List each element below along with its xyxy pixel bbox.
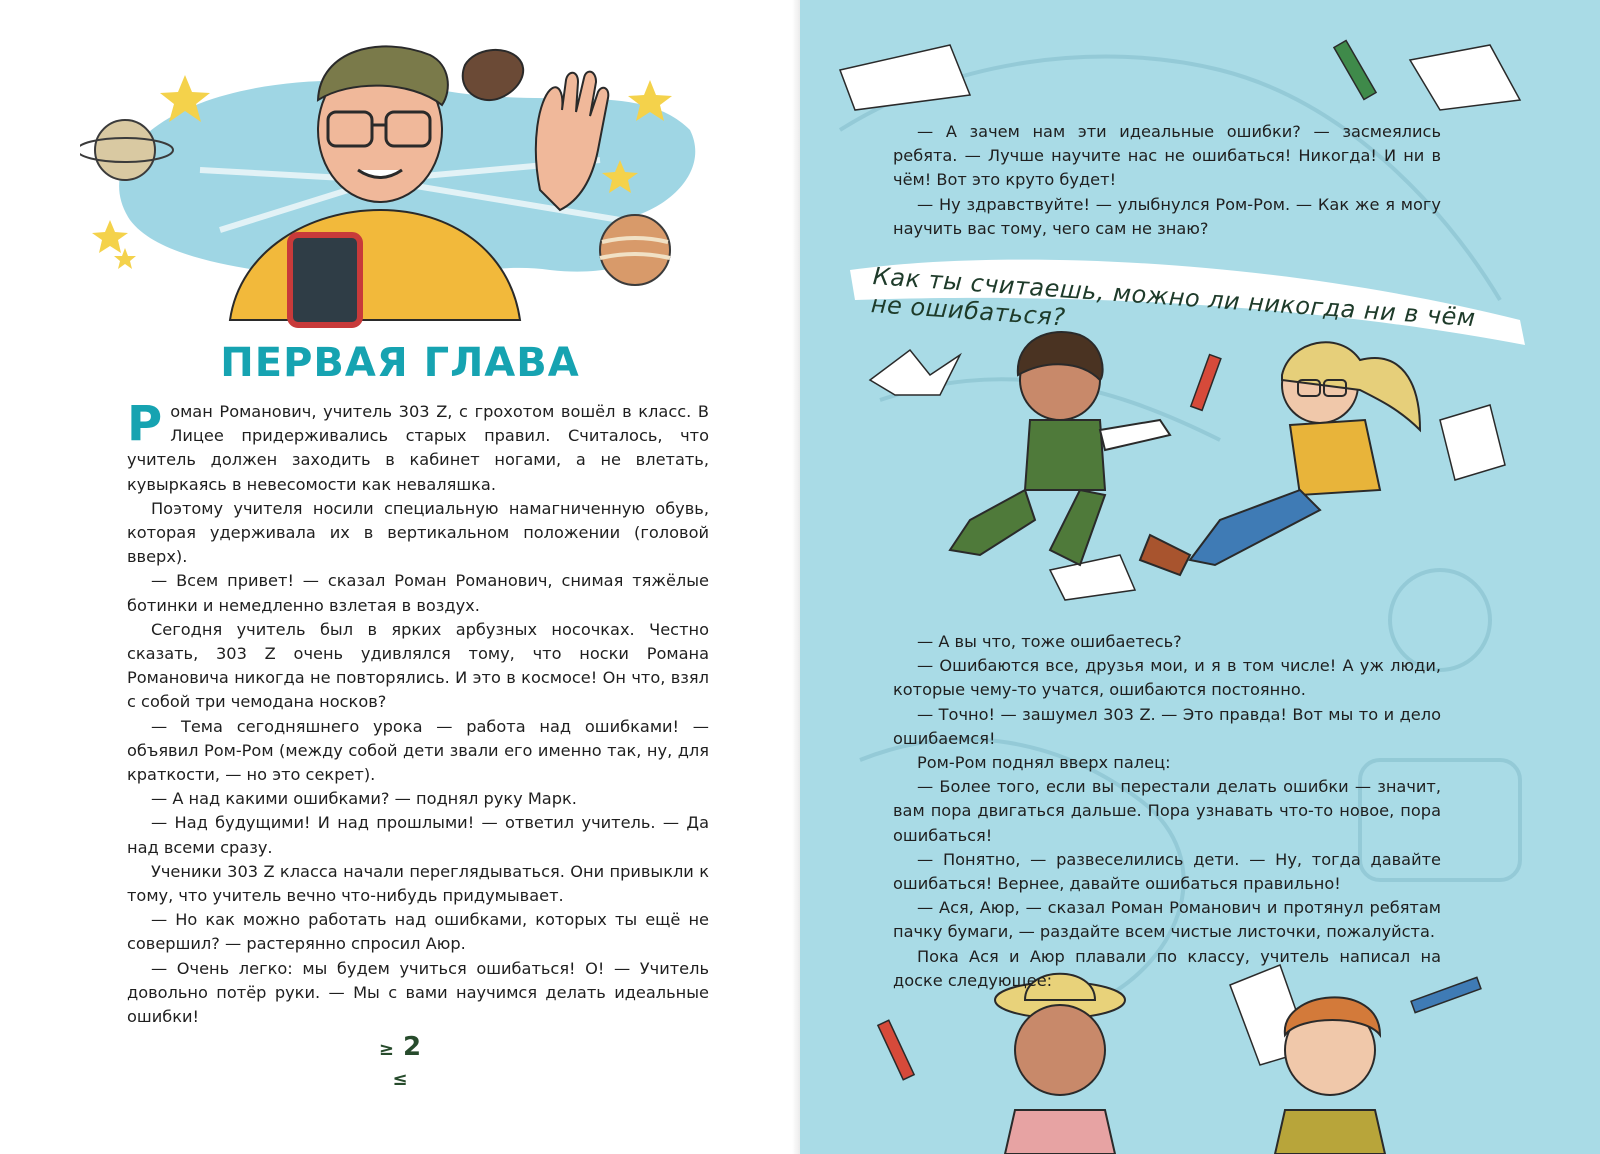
page-number-left-ornament: ≥ (378, 1039, 394, 1060)
paragraph: — Ну здравствуйте! — улыбнулся Ром-Ром. — Как же я могу научить вас тому, чего сам не знаю? (893, 194, 1441, 238)
drop-cap: Р (127, 396, 163, 452)
paragraph: — А над какими ошибками? — поднял руку Марк. (151, 789, 577, 809)
pencil-icon (1334, 41, 1376, 100)
chapter-title: ПЕРВАЯ ГЛАВА (220, 340, 580, 386)
paragraph: Ром-Ром поднял вверх палец: (917, 753, 1171, 773)
paragraph: — Над будущими! И над прошлыми! — ответил учитель. — Да над всеми сразу. (127, 813, 709, 857)
left-page-text (127, 396, 709, 1029)
paragraph: — Понятно, — развеселились дети. — Ну, тогда давайте ошибаться! Вернее, давайте ошибаться правильно! (893, 849, 1441, 894)
paragraph: — Всем привет! — сказал Роман Романович, снимая тяжёлые ботинки и немедленно взлетая в воздух. (127, 571, 709, 615)
paper-sheet-icon (1410, 45, 1520, 110)
paragraph: — Тема сегодняшнего урока — работа над ошибками! — объявил Ром-Ром (между собой дети звали его именно так, ну, для краткости, — но это секрет). (127, 716, 709, 785)
paragraph: — Ася, Аюр, — сказал Роман Романович и протянул ребятам пачку бумаги, — раздайте всем чистые листочки, пожалуйста. (893, 898, 1441, 942)
question-banner-text: Как ты считаешь, можно ли никогда ни в чём не ошибаться? (870, 262, 1477, 333)
paragraph: — Более того, если вы перестали делать ошибки — значит, вам пора двигаться дальше. Пора узнавать что-то новое, пора ошибаться! (893, 777, 1441, 845)
paragraph: — А зачем нам эти идеальные ошибки? — засмеялись ребята. — Лучше научите нас не ошибаться! Никогда! И ни в чём! Вот это круто будет! (893, 122, 1441, 190)
page-number: ≥ 2 ≤ (378, 1032, 422, 1090)
paragraph: — Очень легко: мы будем учиться ошибаться! О! — Учитель довольно потёр руки. — Мы с вами научимся делать идеальные ошибки! (127, 958, 709, 1027)
paragraph: — Но как можно работать над ошибками, которых ты ещё не совершил? — растерянно спросил Аюр. (127, 910, 709, 954)
kids-floating-illustration (820, 320, 1540, 600)
right-page-text-bottom (893, 630, 1441, 993)
paper-sheet-icon (840, 45, 970, 110)
paragraph: — Ошибаются все, друзья мои, и я в том числе! А уж люди, которые чему-то учатся, ошибаются постоянно. (893, 656, 1441, 700)
paragraph: Роман Романович, учитель 303 Z, с грохотом вошёл в класс. В Лицее придерживались старых правил. Считалось, что учитель должен заходить в кабинет ногами, а не влетать, кувыркаясь в невесомости как неваляшка. (127, 396, 709, 494)
planet-icon (600, 215, 670, 285)
right-page-text-top (893, 120, 1441, 241)
paragraph: Пока Ася и Аюр плавали по классу, учитель написал на доске следующее: (893, 946, 1441, 990)
paragraph: Сегодня учитель был в ярких арбузных носочках. Честно сказать, 303 Z очень удивлялся тому, что носки Романа Романовича никогда не повторялись. И это в космосе! Он что, взял с собой три чемодана носков? (127, 619, 709, 712)
pencil-icon (878, 1020, 914, 1079)
paragraph: — Точно! — зашумел 303 Z. — Это правда! Вот мы то и дело ошибаемся! (893, 704, 1441, 748)
paragraph: Ученики 303 Z класса начали переглядываться. Они привыкли к тому, что учитель вечно что-нибудь придумывает. (127, 861, 709, 906)
asteroid-icon (463, 50, 523, 100)
paragraph: — А вы что, тоже ошибаетесь? (917, 632, 1182, 651)
paragraph: Поэтому учителя носили специальную намагниченную обувь, которая удерживала их в вертикальном положении (головой вверх). (127, 498, 709, 567)
teacher-illustration (80, 20, 720, 330)
page-number-right-ornament: ≤ (392, 1069, 408, 1090)
